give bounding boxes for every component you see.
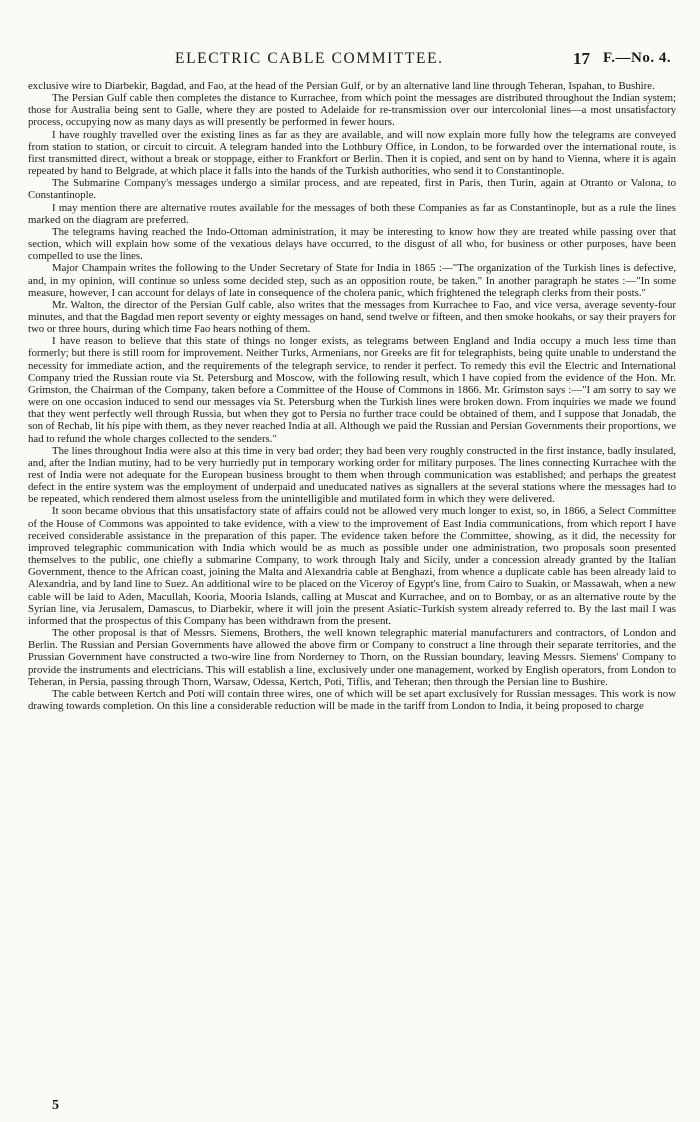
paragraph: It soon became obvious that this unsatisfactory state of affairs could not be allowed very much longer to exist, so, in 1866, a Select Committee of the House of Commons was appointed to take evidence, with a view to the improvement of East India communications, from which report I have received considerable assistance in the preparation of this paper. The evidence taken before the Committee, showing, as it did, the necessity for improved telegraphic communication with India which would be as much as possible under one administration, two proposals soon presented themselves to the public, one chiefly a submarine Company, to work through Italy and Sicily, under a concession already granted by the Italian Government, thence to the African coast, joining the Malta and Alexandria cable at Benghazi, from whence a duplicate cable has been already laid to Alexandria, and by land line to Suez. An additional wire to be placed on the Viceroy of Egypt's line, from Cairo to Suakin, or Massawah, when a new cable will be laid to Aden, Macullah, Kooria, Mooria Islands, calling at Muscat and Kurrachee, and on to Bombay, or as an alternative route by the Syrian line, via Jerusalem, Damascus, to Diarbekir, where it will join the present Asiatic-Turkish system already referred to. By the last mail I was informed that the prospectus of this Company has been withdrawn from the present. (28, 505, 676, 627)
paper-reference: F.—No. 4. (603, 50, 672, 66)
paragraph: The Persian Gulf cable then completes the distance to Kurrachee, from which point the messages are distributed throughout the Indian system; those for Australia being sent to Galle, where they are posted to Adelaide for re-transmission over our intercolonial lines—a most unsatisfactory process, occupying now as many days as will presently be performed in fewer hours. (28, 92, 676, 129)
paragraph: The other proposal is that of Messrs. Siemens, Brothers, the well known telegraphic material manufacturers and contractors, of London and Berlin. The Russian and Persian Governments have allowed the above firm or Company to construct a line through their separate territories, and the Prussian Government have constructed a two-wire line from Norderney to Thorn, on the Russian boundary, leaving Messrs. Siemens' Company to provide the instruments and electricians. This will establish a line, exclusively under one management, worked by English operators, from London to Teheran, in Persia, passing through Thorn, Warsaw, Odessa, Kertch, Poti, Tiflis, and Teheran; then through the Persian line to Bushire. (28, 627, 676, 688)
running-title: ELECTRIC CABLE COMMITTEE. (175, 50, 444, 67)
paragraph: The cable between Kertch and Poti will contain three wires, one of which will be set apart exclusively for Russian messages. This work is now drawing towards completion. On this line a considerable reduction will be made in the tariff from London to India, it being proposed to charge (28, 687, 676, 712)
page-header (0, 50, 700, 74)
paragraph: exclusive wire to Diarbekir, Bagdad, and Fao, at the head of the Persian Gulf, or by an alternative land line through Teheran, Ispahan, to Bushire. (28, 80, 655, 92)
page-number: 17 (573, 49, 590, 68)
paragraph: The telegrams having reached the Indo-Ottoman administration, it may be interesting to know how they are treated while passing over that section, which will explain how some of the vexatious delays have occurred, to the disgust of all who, for business or other purposes, have been compelled to use the lines. (28, 225, 676, 263)
body-text (28, 80, 676, 712)
paragraph: I have reason to believe that this state of things no longer exists, as telegrams between England and India occupy a much less time than formerly; but there is still room for improvement. Neither Turks, Armenians, nor Greeks are fit for telegraphists, being quite unable to understand the necessity for immediate action, and the requirements of the telegraph service, to render it perfect. To remedy this evil the Electric and International Company tried the Russian route via St. Petersburg and Moscow, with the following result, which I have copied from the evidence of the Hon. Mr. Grimston, the Chairman of the Company, taken before a Committee of the House of Commons in 1866. Mr. Grimston says :—"I am sorry to say we were on one occasion induced to send our messages via St. Petersburg when the Turkish lines were broken down. From inquiries we made we found that they went perfectly well through Russia, but when they got to Persia no further trace could be obtained of them, and I suppose that Jonadab, the son of Rechab, lit his pipe with them, as they never reached India at all. Although we paid the Russian and Persian Governments their proportions, we had to refund the whole charges collected to the senders." (28, 335, 676, 445)
paragraph: I have roughly travelled over the existing lines as far as they are available, and will now explain more fully how the telegrams are conveyed from station to station, or circuit to circuit. A telegram handed into the Lothbury Office, in London, to be forwarded over the international route, is first transmitted direct, without a break or stoppage, either to Frankfort or Berlin. Then it is copied, and sent on by hand to Vienna, where it is again repeated by hand to Belgrade, at which place it falls into the hands of the Turkish authorities, who send it to Constantinople. (28, 128, 676, 178)
signature-mark: 5 (52, 1098, 59, 1113)
paragraph: The Submarine Company's messages undergo a similar process, and are repeated, first in Paris, then Turin, again at Otranto or Valona, to Constantinople. (28, 177, 676, 202)
paragraph: Major Champain writes the following to the Under Secretary of State for India in 1865 :—"The organization of the Turkish lines is defective, and, in my opinion, will continue so unless some decided step, such as an opposition route, be taken." In another paragraph he states :—"In some measure, however, I can account for delays of late in consequence of the cholera panic, which frightened the telegraph clerks from their posts." (28, 262, 676, 299)
paragraph: I may mention there are alternative routes available for the messages of both these Companies as far as Constantinople, but as a rule the lines marked on the diagram are preferred. (28, 201, 676, 226)
paragraph: The lines throughout India were also at this time in very bad order; they had been very roughly constructed in the first instance, badly insulated, and, after the Indian mutiny, had to be very hurriedly put in temporary working order for military purposes. The lines connecting Kurrachee with the rest of India were not adequate for the European business brought to them when through communication was established; and perhaps the greatest defect in the entire system was the employment of underpaid and uneducated natives as signallers at the several stations where the messages had to be repeated, which rendered them almost useless from the unintelligible and mutilated form in which they were delivered. (28, 444, 676, 506)
paragraph: Mr. Walton, the director of the Persian Gulf cable, also writes that the messages from Kurrachee to Fao, and vice versa, average seventy-four minutes, and that the Bagdad men report seventy or eighty messages on hand, send twelve or fifteen, and then smoke hookahs, or say their prayers for two or three hours, during which time Fao hears nothing of them. (28, 298, 676, 336)
